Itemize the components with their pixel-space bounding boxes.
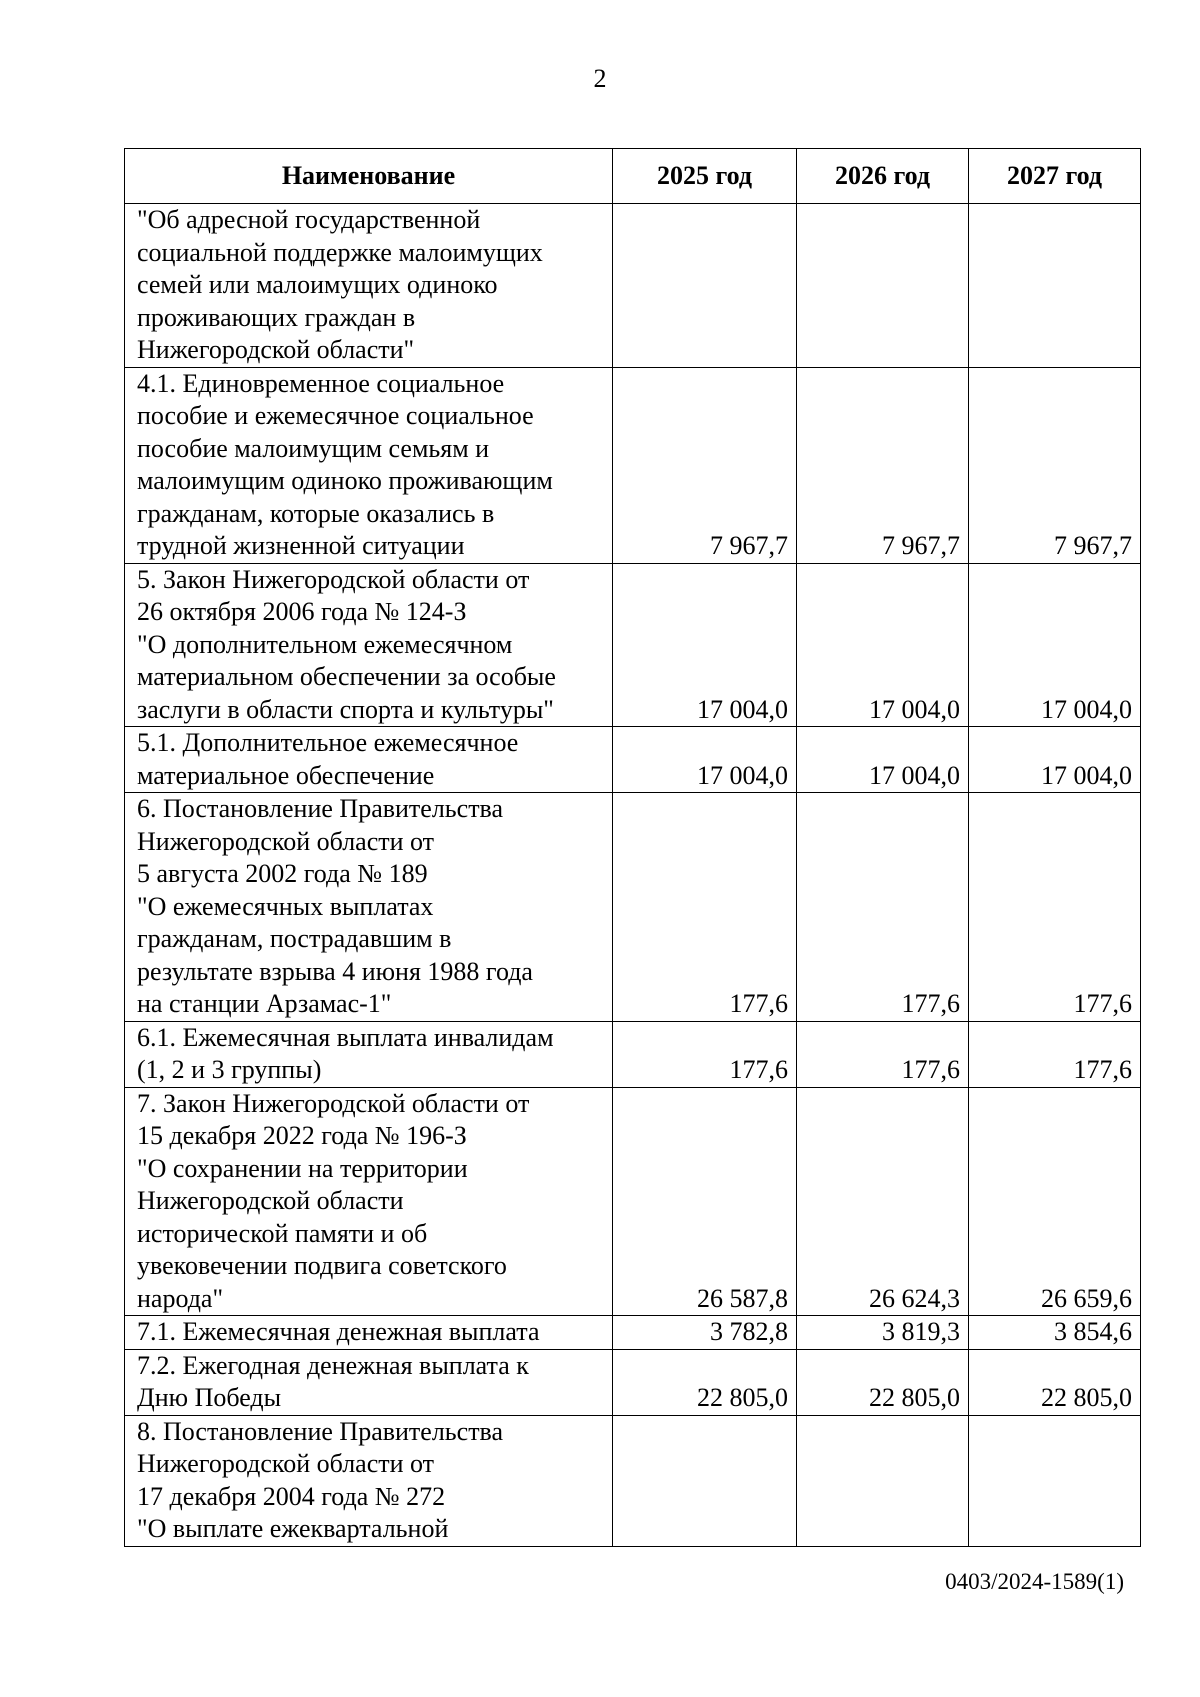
table-row	[125, 367, 1141, 563]
row-value-2027: 3 854,6	[969, 1316, 1141, 1350]
row-value-2026	[797, 1415, 969, 1546]
table-row	[125, 1021, 1141, 1087]
row-name: 4.1. Единовременное социальное пособие и ежемесячное социальное пособие малоимущим семьям и малоимущим одиноко проживающим гражданам, которые оказались в трудной жизненной ситуации	[125, 367, 613, 563]
row-name: "Об адресной государственной социальной поддержке малоимущих семей или малоимущих одиноко проживающих граждан в Нижегородской области"	[125, 204, 613, 368]
table-row	[125, 1349, 1141, 1415]
row-value-2026: 26 624,3	[797, 1087, 969, 1316]
row-value-2026: 7 967,7	[797, 367, 969, 563]
row-value-2025: 17 004,0	[613, 727, 797, 793]
row-value-2025: 22 805,0	[613, 1349, 797, 1415]
row-value-2025: 177,6	[613, 793, 797, 1022]
table-row	[125, 1316, 1141, 1350]
table-header-row	[125, 149, 1141, 204]
row-value-2027: 7 967,7	[969, 367, 1141, 563]
table-row	[125, 793, 1141, 1022]
row-value-2027: 22 805,0	[969, 1349, 1141, 1415]
header-name: Наименование	[125, 149, 613, 204]
table-row	[125, 1087, 1141, 1316]
row-value-2027: 17 004,0	[969, 563, 1141, 727]
row-name: 7.1. Ежемесячная денежная выплата	[125, 1316, 613, 1350]
row-value-2025: 17 004,0	[613, 563, 797, 727]
budget-table	[124, 148, 1141, 1547]
row-name: 5.1. Дополнительное ежемесячное материальное обеспечение	[125, 727, 613, 793]
row-value-2025: 177,6	[613, 1021, 797, 1087]
row-value-2025: 26 587,8	[613, 1087, 797, 1316]
table-row	[125, 204, 1141, 368]
row-value-2026	[797, 204, 969, 368]
header-2027: 2027 год	[969, 149, 1141, 204]
page-number: 2	[593, 64, 607, 93]
header-2026: 2026 год	[797, 149, 969, 204]
row-name: 7.2. Ежегодная денежная выплата к Дню Победы	[125, 1349, 613, 1415]
row-value-2027: 26 659,6	[969, 1087, 1141, 1316]
row-value-2025: 7 967,7	[613, 367, 797, 563]
table-row	[125, 1415, 1141, 1546]
row-value-2026: 3 819,3	[797, 1316, 969, 1350]
row-value-2027: 17 004,0	[969, 727, 1141, 793]
row-value-2026: 17 004,0	[797, 727, 969, 793]
row-name: 5. Закон Нижегородской области от 26 октября 2006 года № 124-З "О дополнительном ежемесячном материальном обеспечении за особые заслуги в области спорта и культуры"	[125, 563, 613, 727]
table-row	[125, 563, 1141, 727]
row-value-2026: 177,6	[797, 793, 969, 1022]
row-value-2025	[613, 204, 797, 368]
row-value-2027	[969, 204, 1141, 368]
row-value-2027: 177,6	[969, 1021, 1141, 1087]
header-2025: 2025 год	[613, 149, 797, 204]
table-row	[125, 727, 1141, 793]
row-name: 7. Закон Нижегородской области от 15 декабря 2022 года № 196-З "О сохранении на территории Нижегородской области исторической памяти и об увековечении подвига советского народа"	[125, 1087, 613, 1316]
row-value-2026: 22 805,0	[797, 1349, 969, 1415]
row-value-2025	[613, 1415, 797, 1546]
row-value-2027	[969, 1415, 1141, 1546]
row-name: 6. Постановление Правительства Нижегородской области от 5 августа 2002 года № 189 "О ежемесячных выплатах гражданам, пострадавшим в результате взрыва 4 июня 1988 года на станции Арзамас-1"	[125, 793, 613, 1022]
document-code: 0403/2024-1589(1)	[945, 1569, 1124, 1594]
row-value-2026: 17 004,0	[797, 563, 969, 727]
row-value-2027: 177,6	[969, 793, 1141, 1022]
row-name: 8. Постановление Правительства Нижегородской области от 17 декабря 2004 года № 272 "О выплате ежеквартальной	[125, 1415, 613, 1546]
row-name: 6.1. Ежемесячная выплата инвалидам (1, 2 и 3 группы)	[125, 1021, 613, 1087]
row-value-2025: 3 782,8	[613, 1316, 797, 1350]
row-value-2026: 177,6	[797, 1021, 969, 1087]
